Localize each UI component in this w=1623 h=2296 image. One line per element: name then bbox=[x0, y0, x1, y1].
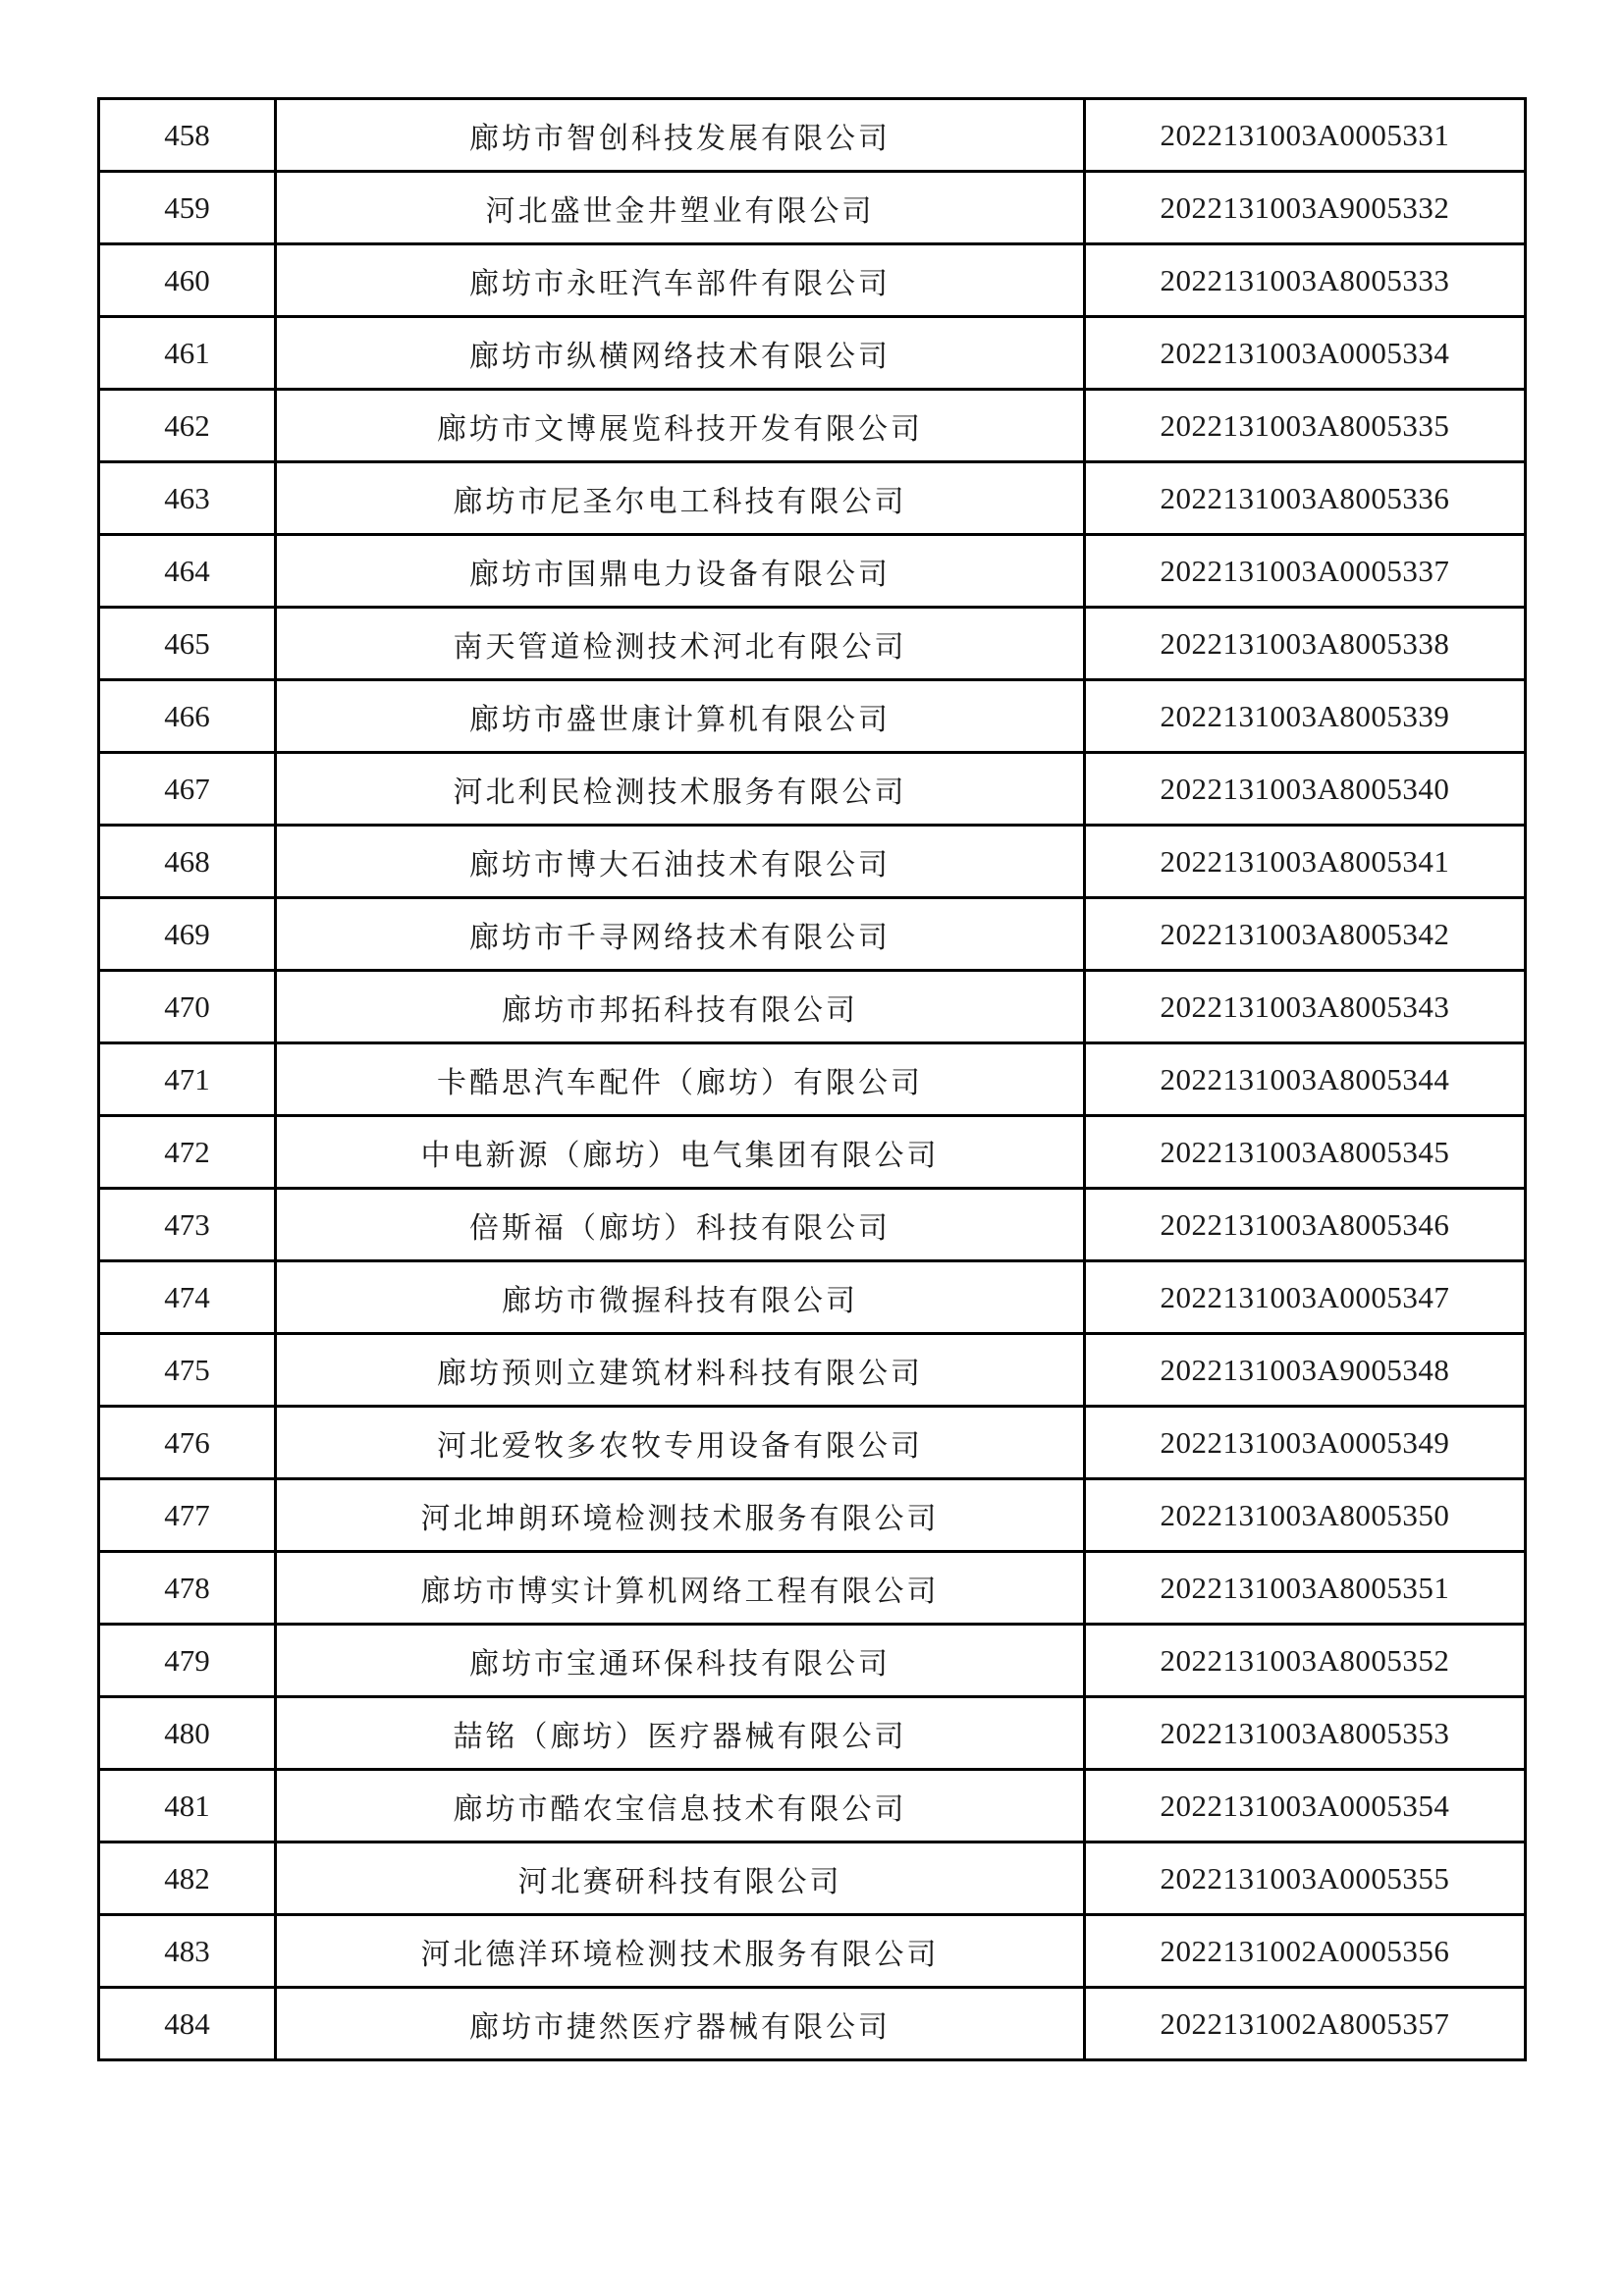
serial-number-cell: 478 bbox=[99, 1552, 276, 1625]
table-row bbox=[99, 390, 1526, 462]
registration-code-cell: 2022131003A8005345 bbox=[1085, 1116, 1526, 1189]
table-row bbox=[99, 1915, 1526, 1988]
serial-number-cell: 464 bbox=[99, 535, 276, 608]
table-row bbox=[99, 1189, 1526, 1261]
serial-number-cell: 480 bbox=[99, 1697, 276, 1770]
company-name-cell: 河北盛世金井塑业有限公司 bbox=[276, 172, 1085, 244]
table-row bbox=[99, 317, 1526, 390]
serial-number-cell: 476 bbox=[99, 1407, 276, 1479]
registration-code-cell: 2022131003A8005338 bbox=[1085, 608, 1526, 680]
table-row bbox=[99, 1479, 1526, 1552]
registration-code-cell: 2022131003A8005333 bbox=[1085, 244, 1526, 317]
registration-code-cell: 2022131003A8005346 bbox=[1085, 1189, 1526, 1261]
company-name-cell: 廊坊市文博展览科技开发有限公司 bbox=[276, 390, 1085, 462]
serial-number-cell: 463 bbox=[99, 462, 276, 535]
company-name-cell: 廊坊市博大石油技术有限公司 bbox=[276, 826, 1085, 898]
registration-code-cell: 2022131003A8005351 bbox=[1085, 1552, 1526, 1625]
registration-code-cell: 2022131003A9005348 bbox=[1085, 1334, 1526, 1407]
table-row bbox=[99, 1407, 1526, 1479]
registration-code-cell: 2022131003A8005352 bbox=[1085, 1625, 1526, 1697]
company-name-cell: 廊坊预则立建筑材料科技有限公司 bbox=[276, 1334, 1085, 1407]
serial-number-cell: 466 bbox=[99, 680, 276, 753]
registration-code-cell: 2022131003A8005353 bbox=[1085, 1697, 1526, 1770]
company-name-cell: 廊坊市酷农宝信息技术有限公司 bbox=[276, 1770, 1085, 1842]
company-name-cell: 倍斯福（廊坊）科技有限公司 bbox=[276, 1189, 1085, 1261]
company-name-cell: 河北利民检测技术服务有限公司 bbox=[276, 753, 1085, 826]
registration-code-cell: 2022131003A0005349 bbox=[1085, 1407, 1526, 1479]
table-row bbox=[99, 680, 1526, 753]
company-name-cell: 廊坊市捷然医疗器械有限公司 bbox=[276, 1988, 1085, 2060]
company-name-cell: 廊坊市尼圣尔电工科技有限公司 bbox=[276, 462, 1085, 535]
serial-number-cell: 462 bbox=[99, 390, 276, 462]
serial-number-cell: 484 bbox=[99, 1988, 276, 2060]
table-row bbox=[99, 99, 1526, 172]
registration-code-cell: 2022131003A0005355 bbox=[1085, 1842, 1526, 1915]
table-row bbox=[99, 826, 1526, 898]
serial-number-cell: 477 bbox=[99, 1479, 276, 1552]
registration-code-cell: 2022131003A0005347 bbox=[1085, 1261, 1526, 1334]
company-name-cell: 廊坊市千寻网络技术有限公司 bbox=[276, 898, 1085, 971]
company-name-cell: 南天管道检测技术河北有限公司 bbox=[276, 608, 1085, 680]
serial-number-cell: 483 bbox=[99, 1915, 276, 1988]
serial-number-cell: 465 bbox=[99, 608, 276, 680]
company-name-cell: 河北德洋环境检测技术服务有限公司 bbox=[276, 1915, 1085, 1988]
serial-number-cell: 469 bbox=[99, 898, 276, 971]
company-name-cell: 喆铭（廊坊）医疗器械有限公司 bbox=[276, 1697, 1085, 1770]
registration-code-cell: 2022131002A8005357 bbox=[1085, 1988, 1526, 2060]
company-name-cell: 廊坊市微握科技有限公司 bbox=[276, 1261, 1085, 1334]
serial-number-cell: 458 bbox=[99, 99, 276, 172]
serial-number-cell: 481 bbox=[99, 1770, 276, 1842]
registration-code-cell: 2022131003A8005344 bbox=[1085, 1043, 1526, 1116]
table-row bbox=[99, 1842, 1526, 1915]
table-body bbox=[99, 99, 1526, 2060]
table-row bbox=[99, 1116, 1526, 1189]
table-row bbox=[99, 1043, 1526, 1116]
company-registry-table bbox=[97, 97, 1527, 2061]
company-name-cell: 廊坊市智创科技发展有限公司 bbox=[276, 99, 1085, 172]
registration-code-cell: 2022131002A0005356 bbox=[1085, 1915, 1526, 1988]
table-row bbox=[99, 462, 1526, 535]
table-row bbox=[99, 1334, 1526, 1407]
serial-number-cell: 471 bbox=[99, 1043, 276, 1116]
serial-number-cell: 479 bbox=[99, 1625, 276, 1697]
registration-code-cell: 2022131003A8005336 bbox=[1085, 462, 1526, 535]
table-row bbox=[99, 753, 1526, 826]
serial-number-cell: 470 bbox=[99, 971, 276, 1043]
table-row bbox=[99, 1625, 1526, 1697]
serial-number-cell: 474 bbox=[99, 1261, 276, 1334]
table-row bbox=[99, 1261, 1526, 1334]
registration-code-cell: 2022131003A8005343 bbox=[1085, 971, 1526, 1043]
registration-code-cell: 2022131003A8005342 bbox=[1085, 898, 1526, 971]
registration-code-cell: 2022131003A0005331 bbox=[1085, 99, 1526, 172]
company-name-cell: 廊坊市邦拓科技有限公司 bbox=[276, 971, 1085, 1043]
company-name-cell: 廊坊市永旺汽车部件有限公司 bbox=[276, 244, 1085, 317]
serial-number-cell: 460 bbox=[99, 244, 276, 317]
table-row bbox=[99, 1552, 1526, 1625]
table-row bbox=[99, 535, 1526, 608]
company-name-cell: 廊坊市国鼎电力设备有限公司 bbox=[276, 535, 1085, 608]
registration-code-cell: 2022131003A8005335 bbox=[1085, 390, 1526, 462]
registration-code-cell: 2022131003A8005350 bbox=[1085, 1479, 1526, 1552]
serial-number-cell: 468 bbox=[99, 826, 276, 898]
company-name-cell: 廊坊市博实计算机网络工程有限公司 bbox=[276, 1552, 1085, 1625]
table-row bbox=[99, 244, 1526, 317]
registration-code-cell: 2022131003A0005334 bbox=[1085, 317, 1526, 390]
table-row bbox=[99, 971, 1526, 1043]
table-row bbox=[99, 172, 1526, 244]
serial-number-cell: 467 bbox=[99, 753, 276, 826]
table-row bbox=[99, 1988, 1526, 2060]
registration-code-cell: 2022131003A0005354 bbox=[1085, 1770, 1526, 1842]
serial-number-cell: 459 bbox=[99, 172, 276, 244]
table-row bbox=[99, 1770, 1526, 1842]
serial-number-cell: 475 bbox=[99, 1334, 276, 1407]
serial-number-cell: 461 bbox=[99, 317, 276, 390]
company-name-cell: 廊坊市纵横网络技术有限公司 bbox=[276, 317, 1085, 390]
company-name-cell: 河北坤朗环境检测技术服务有限公司 bbox=[276, 1479, 1085, 1552]
registration-code-cell: 2022131003A8005341 bbox=[1085, 826, 1526, 898]
serial-number-cell: 473 bbox=[99, 1189, 276, 1261]
serial-number-cell: 472 bbox=[99, 1116, 276, 1189]
company-name-cell: 卡酷思汽车配件（廊坊）有限公司 bbox=[276, 1043, 1085, 1116]
registration-code-cell: 2022131003A9005332 bbox=[1085, 172, 1526, 244]
table-row bbox=[99, 1697, 1526, 1770]
company-name-cell: 廊坊市宝通环保科技有限公司 bbox=[276, 1625, 1085, 1697]
registration-code-cell: 2022131003A8005339 bbox=[1085, 680, 1526, 753]
company-name-cell: 河北爱牧多农牧专用设备有限公司 bbox=[276, 1407, 1085, 1479]
table-row bbox=[99, 898, 1526, 971]
registration-code-cell: 2022131003A0005337 bbox=[1085, 535, 1526, 608]
table-row bbox=[99, 608, 1526, 680]
company-name-cell: 中电新源（廊坊）电气集团有限公司 bbox=[276, 1116, 1085, 1189]
company-name-cell: 廊坊市盛世康计算机有限公司 bbox=[276, 680, 1085, 753]
registration-code-cell: 2022131003A8005340 bbox=[1085, 753, 1526, 826]
company-name-cell: 河北赛研科技有限公司 bbox=[276, 1842, 1085, 1915]
serial-number-cell: 482 bbox=[99, 1842, 276, 1915]
